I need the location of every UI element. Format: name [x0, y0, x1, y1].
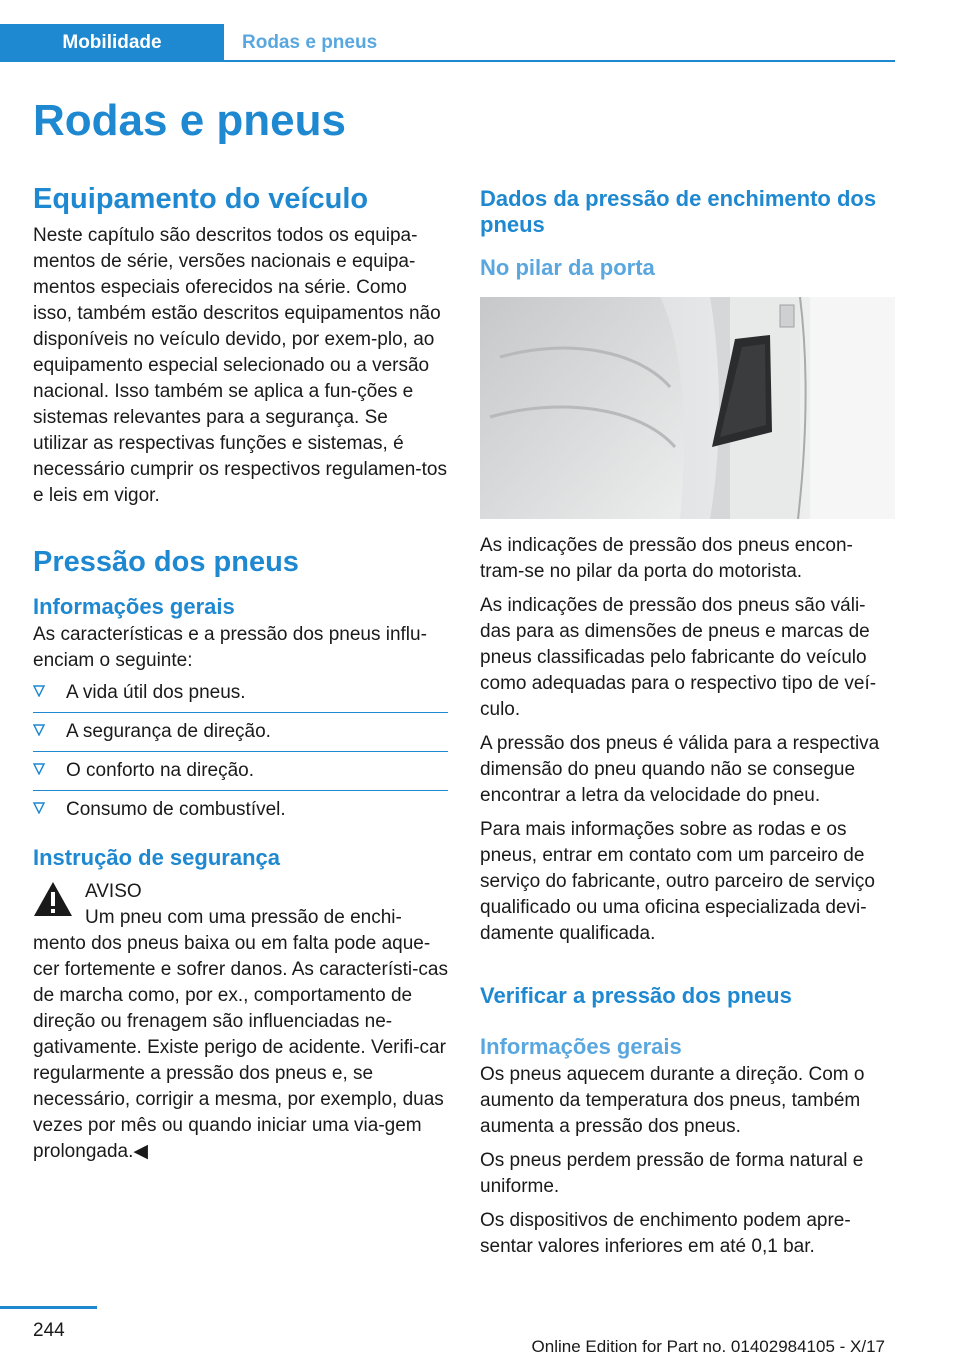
footer-divider [0, 1306, 97, 1309]
heading-informacoes-gerais-2: Informações gerais [480, 1033, 682, 1059]
heading-equipamento: Equipamento do veículo [33, 183, 369, 215]
warning-title: AVISO [85, 881, 142, 903]
warning-icon [33, 881, 73, 917]
left-column [33, 180, 448, 1165]
right-column [480, 180, 895, 1260]
door-pillar-photo [480, 297, 895, 519]
heading-pilar-porta: No pilar da porta [480, 254, 655, 280]
header-divider [0, 60, 895, 62]
heading-dados-pressao: Dados da pressão de enchimento dos pneus [480, 186, 877, 238]
list-item: A vida útil dos pneus. [33, 680, 448, 706]
section-tab: Rodas e pneus [242, 32, 378, 53]
triangle-bullet-icon [33, 802, 45, 814]
paragraph-indicacoes: As indicações de pressão dos pneus encon-tram-se no pilar da porta do motorista. [480, 535, 853, 583]
triangle-bullet-icon [33, 763, 45, 775]
list-divider [33, 790, 448, 791]
paragraph-aquecem: Os pneus aquecem durante a direção. Com o aumento da temperatura dos pneus, também aumenta a pressão dos pneus. [480, 1063, 865, 1137]
page-title: Rodas e pneus [33, 96, 346, 145]
list-item: O conforto na direção. [33, 758, 448, 784]
edition-note: Online Edition for Part no. 01402984105 - X/17 [531, 1337, 885, 1356]
triangle-bullet-icon [33, 685, 45, 697]
paragraph-dimensao: A pressão dos pneus é válida para a respectiva dimensão do pneu quando não se consegue encontrar a letra da velocidade do pneu. [480, 733, 880, 807]
paragraph-validas: As indicações de pressão dos pneus são váli-das para as dimensões de pneus e marcas de pneus classificadas pelo fabricante do veículo como adequadas para o respectivo tipo de veí-culo. [480, 595, 877, 721]
heading-informacoes-gerais: Informações gerais [33, 593, 235, 619]
list-divider [33, 751, 448, 752]
warning-text: mento dos pneus baixa ou em falta pode aque-cer fortemente e sofrer danos. As característi-cas de marcha como, por ex., comportamento de direção ou frenagem são influenciadas ne-gativamente. Existe perigo de acidente. Verifi-car regularmente a pressão dos pneus e, se necessário, corrigir a mesma, por exemplo, duas vezes por mês ou quando iniciar uma via-gem prolongada.◀ [33, 933, 449, 1163]
list-item: A segurança de direção. [33, 719, 448, 745]
heading-verificar: Verificar a pressão dos pneus [480, 983, 792, 1009]
warning-block [33, 879, 448, 1165]
warning-first-line: Um pneu com uma pressão de enchi- [85, 907, 402, 929]
paragraph-dispositivos: Os dispositivos de enchimento podem apre-sentar valores inferiores em até 0,1 bar. [480, 1209, 851, 1257]
paragraph-mais-informacoes: Para mais informações sobre as rodas e os pneus, entrar em contato com um parceiro de serviço do fabricante, outro parceiro de serviço qualificado ou uma oficina especializada devi-damente qualificada. [480, 819, 875, 945]
heading-seguranca: Instrução de segurança [33, 844, 280, 870]
page-number: 244 [33, 1320, 65, 1341]
triangle-bullet-icon [33, 724, 45, 736]
paragraph-informacoes: As características e a pressão dos pneus influ-enciam o seguinte: [33, 623, 427, 671]
chapter-tab: Mobilidade [0, 24, 224, 62]
paragraph-perdem: Os pneus perdem pressão de forma natural e uniforme. [480, 1149, 864, 1197]
paragraph-equipamento: Neste capítulo são descritos todos os equipa-mentos de série, versões nacionais e equipa-mentos especiais oferecidos na série. Como isso, também estão descritos equipamentos não disponíveis no veículo devido, por exem-plo, ao equipamento especial selecionado ou a versão nacional. Isso também se aplica a fun-ções e sistemas relevantes para a segurança. Se utilizar as respectivas funções e sistemas, é necessário cumprir os respectivos regulamen-tos e leis em vigor. [33, 224, 447, 506]
page-header [0, 0, 895, 62]
heading-pressao: Pressão dos pneus [33, 545, 299, 578]
list-item: Consumo de combustível. [33, 797, 448, 823]
factors-list [33, 680, 448, 823]
list-divider [33, 712, 448, 713]
